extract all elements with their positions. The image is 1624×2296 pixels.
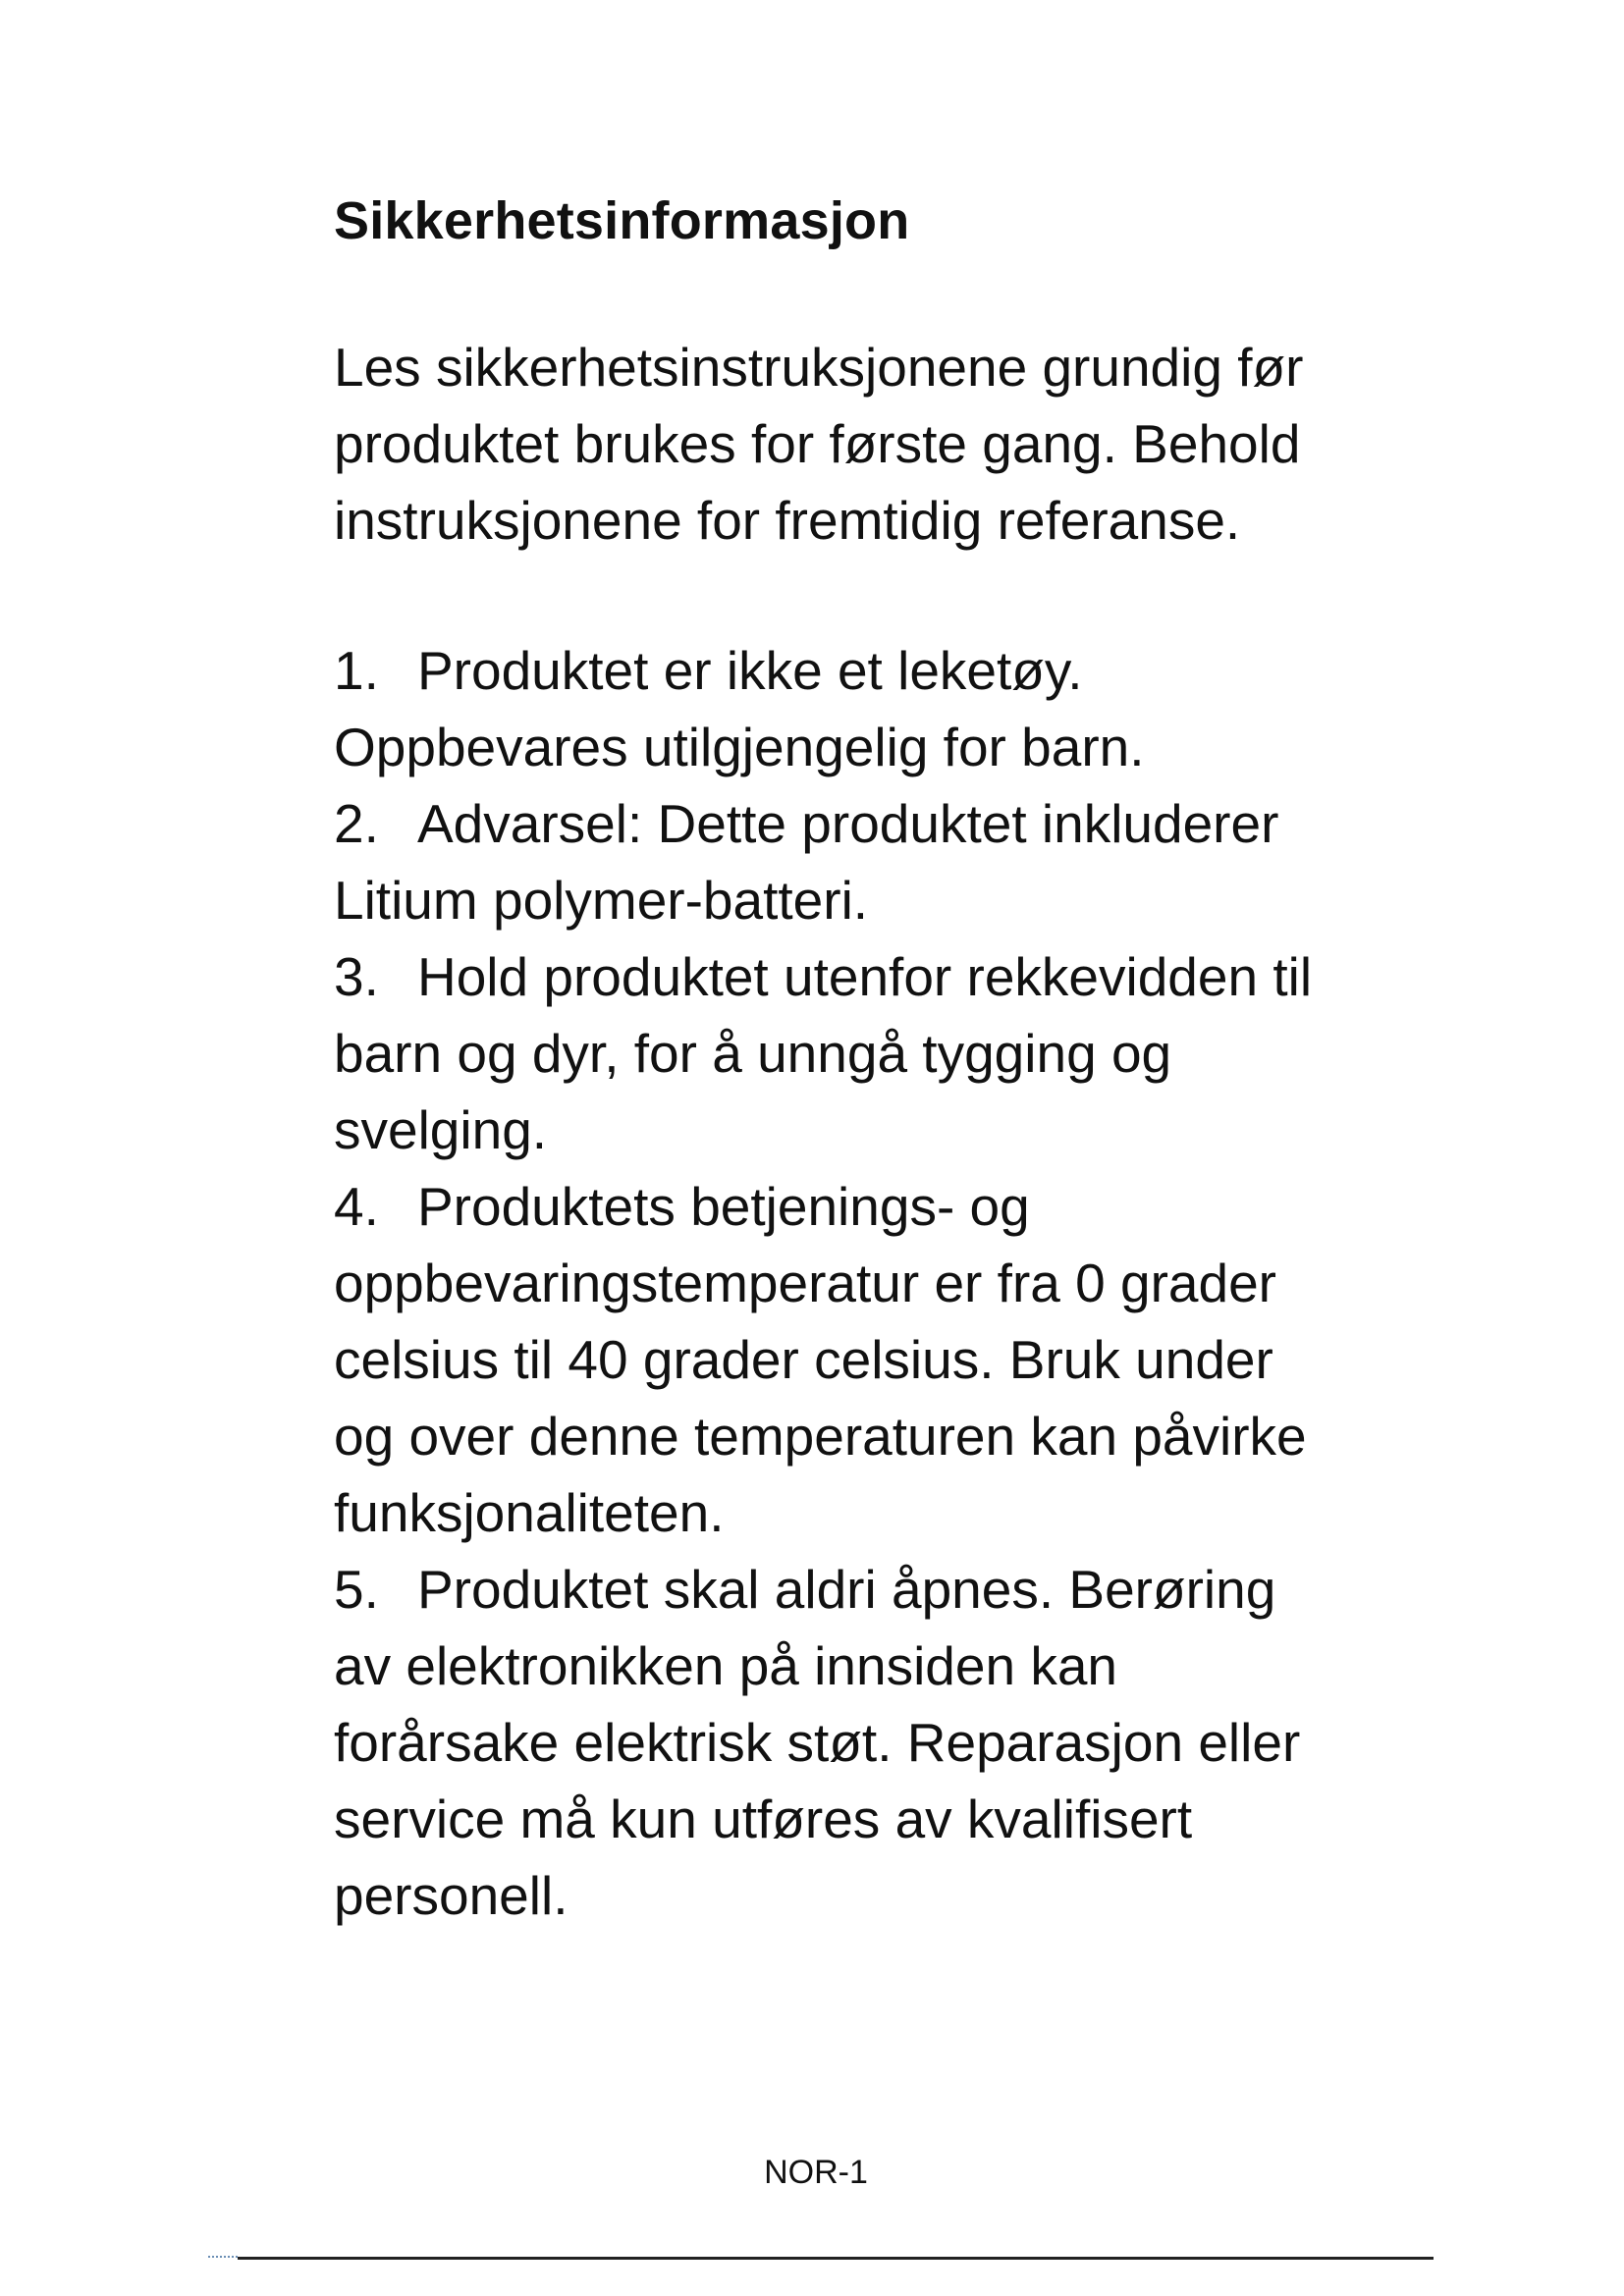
list-item bbox=[334, 785, 1316, 938]
list-item-text: Produktet er ikke et leketøy. Oppbevares utilgjengelig for barn. bbox=[334, 640, 1145, 777]
list-item bbox=[334, 1168, 1316, 1551]
safety-instruction-list bbox=[334, 632, 1316, 1934]
list-item-number: 2. bbox=[334, 793, 379, 854]
list-item-text: Produktets betjenings- og oppbevaringstemperatur er fra 0 grader celsius til 40 grader celsius. Bruk under og over denne temperaturen kan påvirke funksjonaliteten. bbox=[334, 1176, 1307, 1543]
page-number-label: NOR-1 bbox=[764, 2154, 868, 2191]
list-item-number: 1. bbox=[334, 640, 379, 701]
list-item bbox=[334, 938, 1316, 1168]
footer-rule bbox=[238, 2257, 1434, 2260]
list-item-number: 5. bbox=[334, 1559, 379, 1620]
intro-paragraph: Les sikkerhetsinstruksjonene grundig før produktet brukes for første gang. Behold instruksjonene for fremtidig referanse. bbox=[334, 337, 1304, 551]
document-content bbox=[334, 182, 1316, 1934]
page-title: Sikkerhetsinformasjon bbox=[334, 191, 910, 250]
list-item-text: Hold produktet utenfor rekkevidden til barn og dyr, for å unngå tygging og svelging. bbox=[334, 946, 1313, 1160]
list-item bbox=[334, 632, 1316, 785]
list-item bbox=[334, 1551, 1316, 1934]
page-footer bbox=[0, 2153, 1624, 2192]
list-item-number: 4. bbox=[334, 1176, 379, 1237]
footer-rule-dots bbox=[208, 2256, 238, 2262]
list-item-text: Advarsel: Dette produktet inkluderer Litium polymer-batteri. bbox=[334, 793, 1279, 931]
list-item-number: 3. bbox=[334, 946, 379, 1007]
list-item-text: Produktet skal aldri åpnes. Berøring av elektronikken på innsiden kan forårsake elektrisk støt. Reparasjon eller service må kun utføres av kvalifisert personell. bbox=[334, 1559, 1301, 1926]
